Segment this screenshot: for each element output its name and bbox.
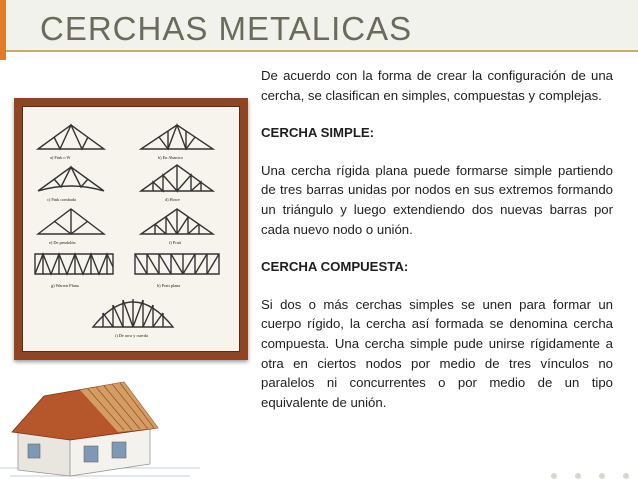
truss-figure-frame xyxy=(14,98,248,360)
truss-figure xyxy=(22,106,240,352)
truss-diagrams xyxy=(23,107,239,351)
truss-flat-warren xyxy=(35,254,113,274)
title-underline xyxy=(0,50,638,52)
truss-king-post xyxy=(38,209,104,234)
truss-fink xyxy=(38,125,104,149)
compound-truss-paragraph: Si dos o más cerchas simples se unen para formar un cuerpo rígido, la cercha así formada se denomina cercha compuesta. Una cercha simple pude unirse rígidamente a otra en ciertos nodos por medio de tres vínculos no paralelos ni concurrentes o por medio de un tipo equivalente de unión. xyxy=(261,296,613,410)
caption-cambered-fink: c) Fink combada xyxy=(47,197,76,202)
caption-fan: b) En Abanico xyxy=(158,155,183,160)
caption-flat-warren: g) Warren Plana xyxy=(51,283,79,288)
accent-bar xyxy=(0,0,6,60)
truss-pratt xyxy=(141,209,213,234)
caption-flat-pratt: h) Pratt plana xyxy=(157,283,181,288)
truss-howe xyxy=(141,165,213,191)
slide-title: CERCHAS METALICAS xyxy=(40,10,413,47)
caption-bowstring: i) De arco y cuerda xyxy=(115,333,148,338)
caption-howe: d) Howe xyxy=(165,197,180,202)
caption-fink: a) Fink o W xyxy=(50,155,71,160)
truss-cambered-fink xyxy=(38,167,104,191)
intro-paragraph: De acuerdo con la forma de crear la configuración de una cercha, se clasifican en simples, compuestas y complejas. xyxy=(261,68,613,103)
house-roof-image xyxy=(0,372,200,479)
simple-truss-paragraph: Una cercha rígida plana puede formarse simple partiendo de tres barras unidas por nodos en sus extremos formando un triángulo y luego extendiendo dos nuevas barras por cada nuevo nodo o unión. xyxy=(261,162,613,237)
truss-flat-pratt xyxy=(135,254,219,274)
caption-pratt: f) Pratt xyxy=(169,240,182,245)
truss-bowstring xyxy=(93,299,173,327)
truss-fan xyxy=(141,125,213,149)
caption-king-post: e) De pendolón xyxy=(49,240,76,245)
body-text xyxy=(261,66,613,430)
compound-truss-heading: CERCHA COMPUESTA: xyxy=(261,259,409,275)
decorative-dots xyxy=(548,470,636,479)
simple-truss-heading: CERCHA SIMPLE: xyxy=(261,125,375,141)
